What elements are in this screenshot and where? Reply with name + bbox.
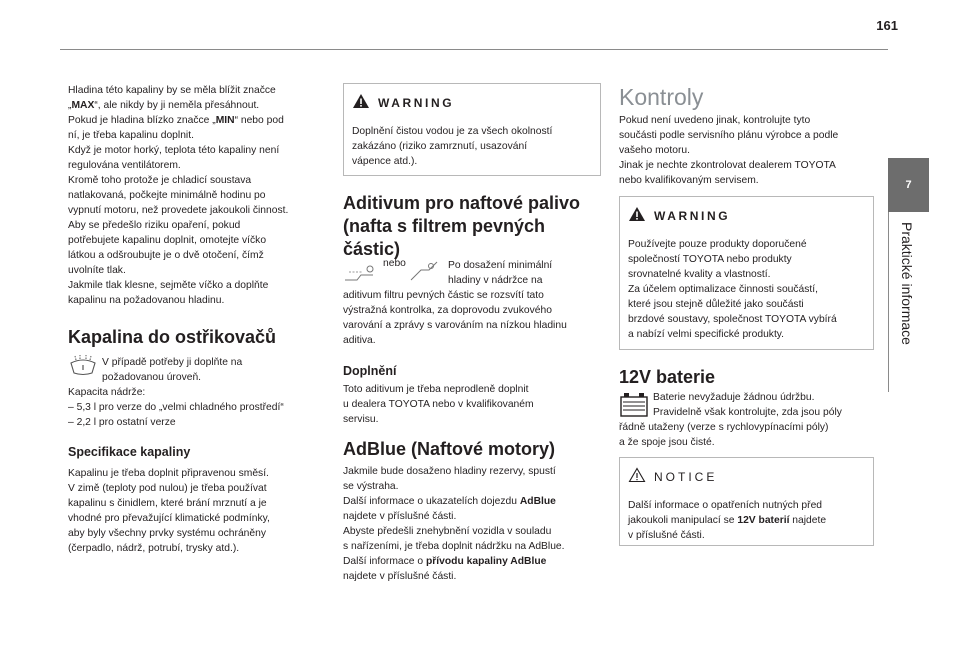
battery-icon-text: Baterie nevyžaduje žádnou údržbu. Pravidelně však kontrolujte, zda jsou póly (653, 392, 842, 418)
adblue-heading: AdBlue (Naftové motory) (343, 439, 556, 459)
chapter-tab[interactable]: 7 (888, 158, 929, 212)
kontroly-paragraph: Pokud není uvedeno jinak, kontrolujte tyto součásti podle servisního plánu výrobce a podle vašeho motoru. Jinak je nechte zkontrolovat dealerem TOYOTA nebo kvalifikovaným servisem. (619, 115, 839, 186)
battery-paragraph: řádně utaženy (verze s rychlovypínacími póly) a že spoje jsou čisté. (619, 422, 829, 448)
kontroly-heading: Kontroly (619, 84, 704, 110)
washer-fluid-icon (68, 355, 102, 379)
warning-title: WARNING (378, 96, 455, 110)
notice-title: NOTICE (654, 470, 718, 484)
refill-heading: Doplnění (343, 364, 397, 378)
washer-icon-row (68, 355, 330, 385)
notice-triangle-icon (628, 467, 646, 488)
washer-heading: Kapalina do ostřikovačů (68, 327, 277, 347)
additive-heading: Aditivum pro naftové palivo (nafta s filtrem pevných částic) (343, 193, 581, 259)
notice-box (619, 457, 874, 546)
warning-triangle-icon (628, 206, 646, 227)
washer-icon-text: V případě potřeby ji doplňte na požadovanou úroveň. (102, 357, 243, 383)
page-number: 161 (876, 18, 898, 33)
notice-text: Další informace o opatřeních nutných před jakoukoli manipulací se 12V baterií najdete v příslušné části. (628, 500, 827, 541)
header-rule (60, 49, 888, 50)
additive-icon-text: Po dosažení minimální hladiny v nádržce na (448, 260, 553, 286)
additive-icon-row (343, 258, 605, 290)
battery-heading: 12V baterie (619, 367, 716, 387)
adblue-paragraph: Jakmile bude dosaženo hladiny rezervy, spustí se výstraha. Další informace o ukazatelích dojezdu AdBlue najdete v příslušné části. Abyste předešli znehybnění vozidla v souladu s nařízeními, je třeba doplnit nádržku na AdBlue. Další informace o přívodu kapaliny AdBlue najdete v příslušné části. (343, 466, 565, 582)
spec-heading: Specifikace kapaliny (68, 445, 191, 459)
warning-text: Používejte pouze produkty doporučené společností TOYOTA nebo produkty srovnatelné kvality a vlastností. Za účelem optimalizace činnosti součástí, které jsou stejně důležité jako součásti brzdové soustavy, společnost TOYOTA vybírá a nabízí velmi specifické produkty. (628, 239, 837, 340)
coolant-paragraph: Hladina této kapaliny by se měla blížit značce „MAX“, ale nikdy by ji neměla přesáhnout. Pokud je hladina blízko značce „MIN“ nebo pod ní, je třeba kapalinu doplnit. Když je motor horký, teplota této kapaliny není regulována ventilátorem. Kromě toho protože je chladicí soustava natlakovaná, počkejte minimálně hodinu po vypnutí motoru, než provedete jakoukoli činnost. Aby se předešlo riziku opaření, pokud potřebujete kapalinu doplnit, omotejte víčko látkou a odšroubujte je o dvě otočení, čímž uvolníte tlak. Jakmile tlak klesne, sejměte víčko a doplňte kapalinu na požadovanou hladinu. (68, 85, 289, 306)
battery-icon (619, 390, 653, 420)
warning-box-1 (343, 83, 601, 176)
washer-capacity: Kapacita nádrže: – 5,3 l pro verze do „velmi chladného prostředí“ – 2,2 l pro ostatní verze (68, 387, 284, 428)
spec-paragraph: Kapalinu je třeba doplnit připravenou směsí. V zimě (teploty pod nulou) je třeba používat kapalinu s činidlem, které brání mrznutí a je vhodné pro převažující klimatické podmínky, aby byly všechny prvky systému ochráněny (čerpadlo, nádrž, potrubí, trysky atd.). (68, 468, 270, 554)
or-label: nebo (383, 258, 406, 269)
fuel-additive-icon (343, 260, 377, 289)
side-rule (888, 212, 889, 392)
chapter-label: Praktické informace (899, 222, 915, 345)
refill-paragraph: Toto aditivum je třeba neprodleně doplnit u dealera TOYOTA nebo v kvalifikovaném servisu. (343, 384, 534, 425)
warning-text: Doplnění čistou vodou je za všech okolností zakázáno (riziko zamrznutí, usazování vápence atd.). (352, 126, 553, 167)
warning-triangle-icon (352, 93, 370, 114)
battery-icon-row (619, 390, 881, 420)
additive-paragraph: aditivum filtru pevných částic se rozsvítí tato výstražná kontrolka, za doprovodu zvukového varování a zprávy s varováním na nízkou hladinu aditiva. (343, 290, 567, 346)
warning-title: WARNING (654, 209, 731, 223)
warning-box-2 (619, 196, 874, 350)
filter-warning-icon (409, 260, 439, 289)
